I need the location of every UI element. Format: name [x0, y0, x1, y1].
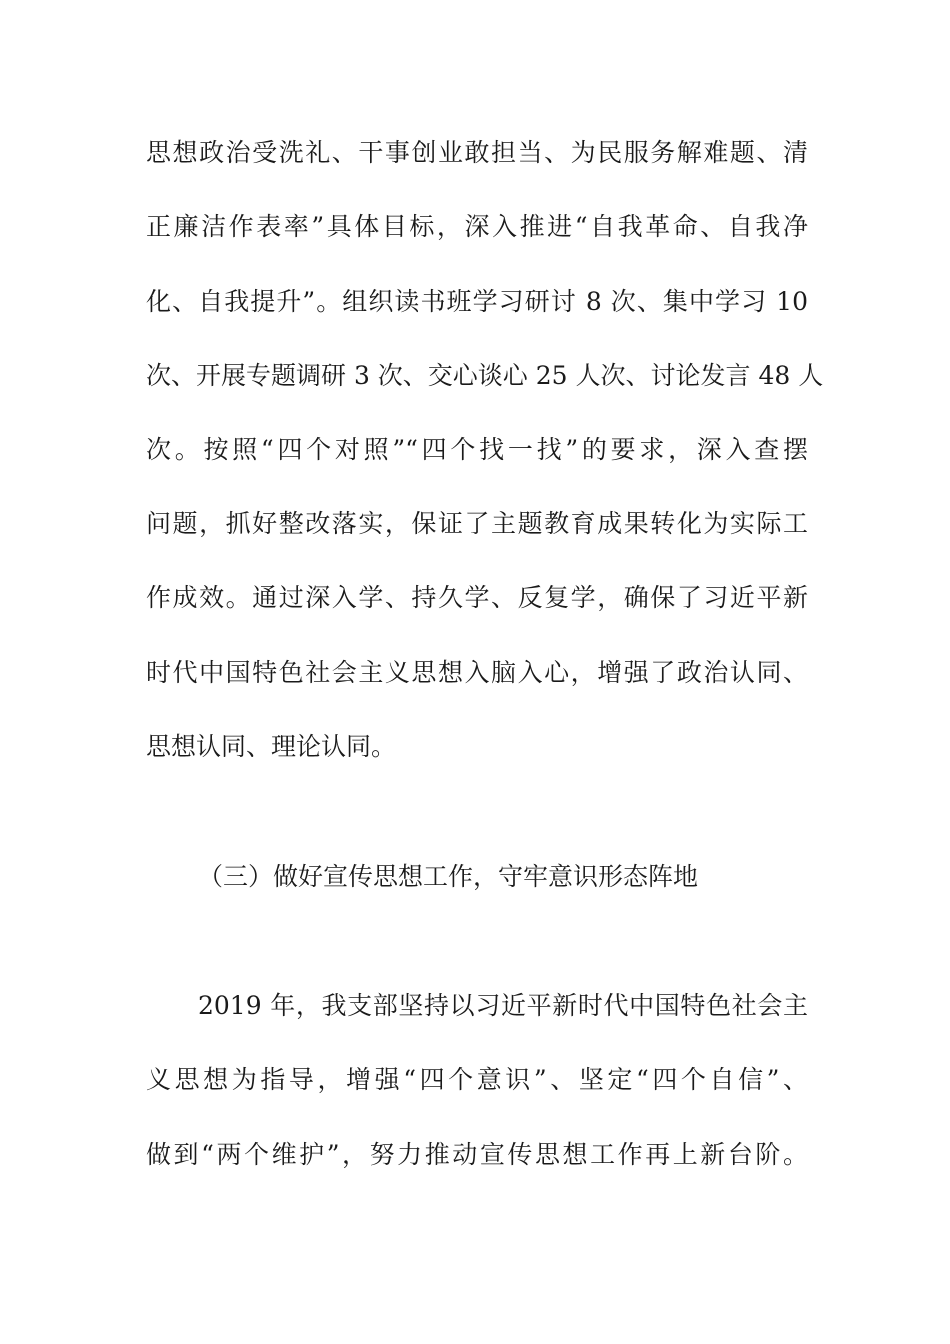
paragraph-line: 做到“两个维护”，努力推动宣传思想工作再上新台阶。 [146, 1140, 808, 1169]
section-heading: （三）做好宣传思想工作，守牢意识形态阵地 [198, 862, 699, 891]
paragraph-line: 思想认同、理论认同。 [146, 732, 397, 761]
paragraph-line: 2019 年，我支部坚持以习近平新时代中国特色社会主 [198, 991, 808, 1020]
paragraph-line: 时代中国特色社会主义思想入脑入心，增强了政治认同、 [146, 658, 808, 687]
paragraph-line: 问题，抓好整改落实，保证了主题教育成果转化为实际工 [146, 509, 808, 538]
paragraph-line: 正廉洁作表率”具体目标，深入推进“自我革命、自我净 [146, 212, 808, 241]
paragraph-line: 思想政治受洗礼、干事创业敢担当、为民服务解难题、清 [146, 138, 808, 167]
paragraph-line: 化、自我提升”。组织读书班学习研讨 8 次、集中学习 10 [146, 287, 808, 316]
paragraph-line: 义思想为指导，增强“四个意识”、坚定“四个自信”、 [146, 1065, 808, 1094]
paragraph-line: 作成效。通过深入学、持久学、反复学，确保了习近平新 [146, 583, 808, 612]
paragraph-line: 次、开展专题调研 3 次、交心谈心 25 人次、讨论发言 48 人 [146, 361, 824, 390]
paragraph-line: 次。按照“四个对照”“四个找一找”的要求，深入查摆 [146, 435, 808, 464]
